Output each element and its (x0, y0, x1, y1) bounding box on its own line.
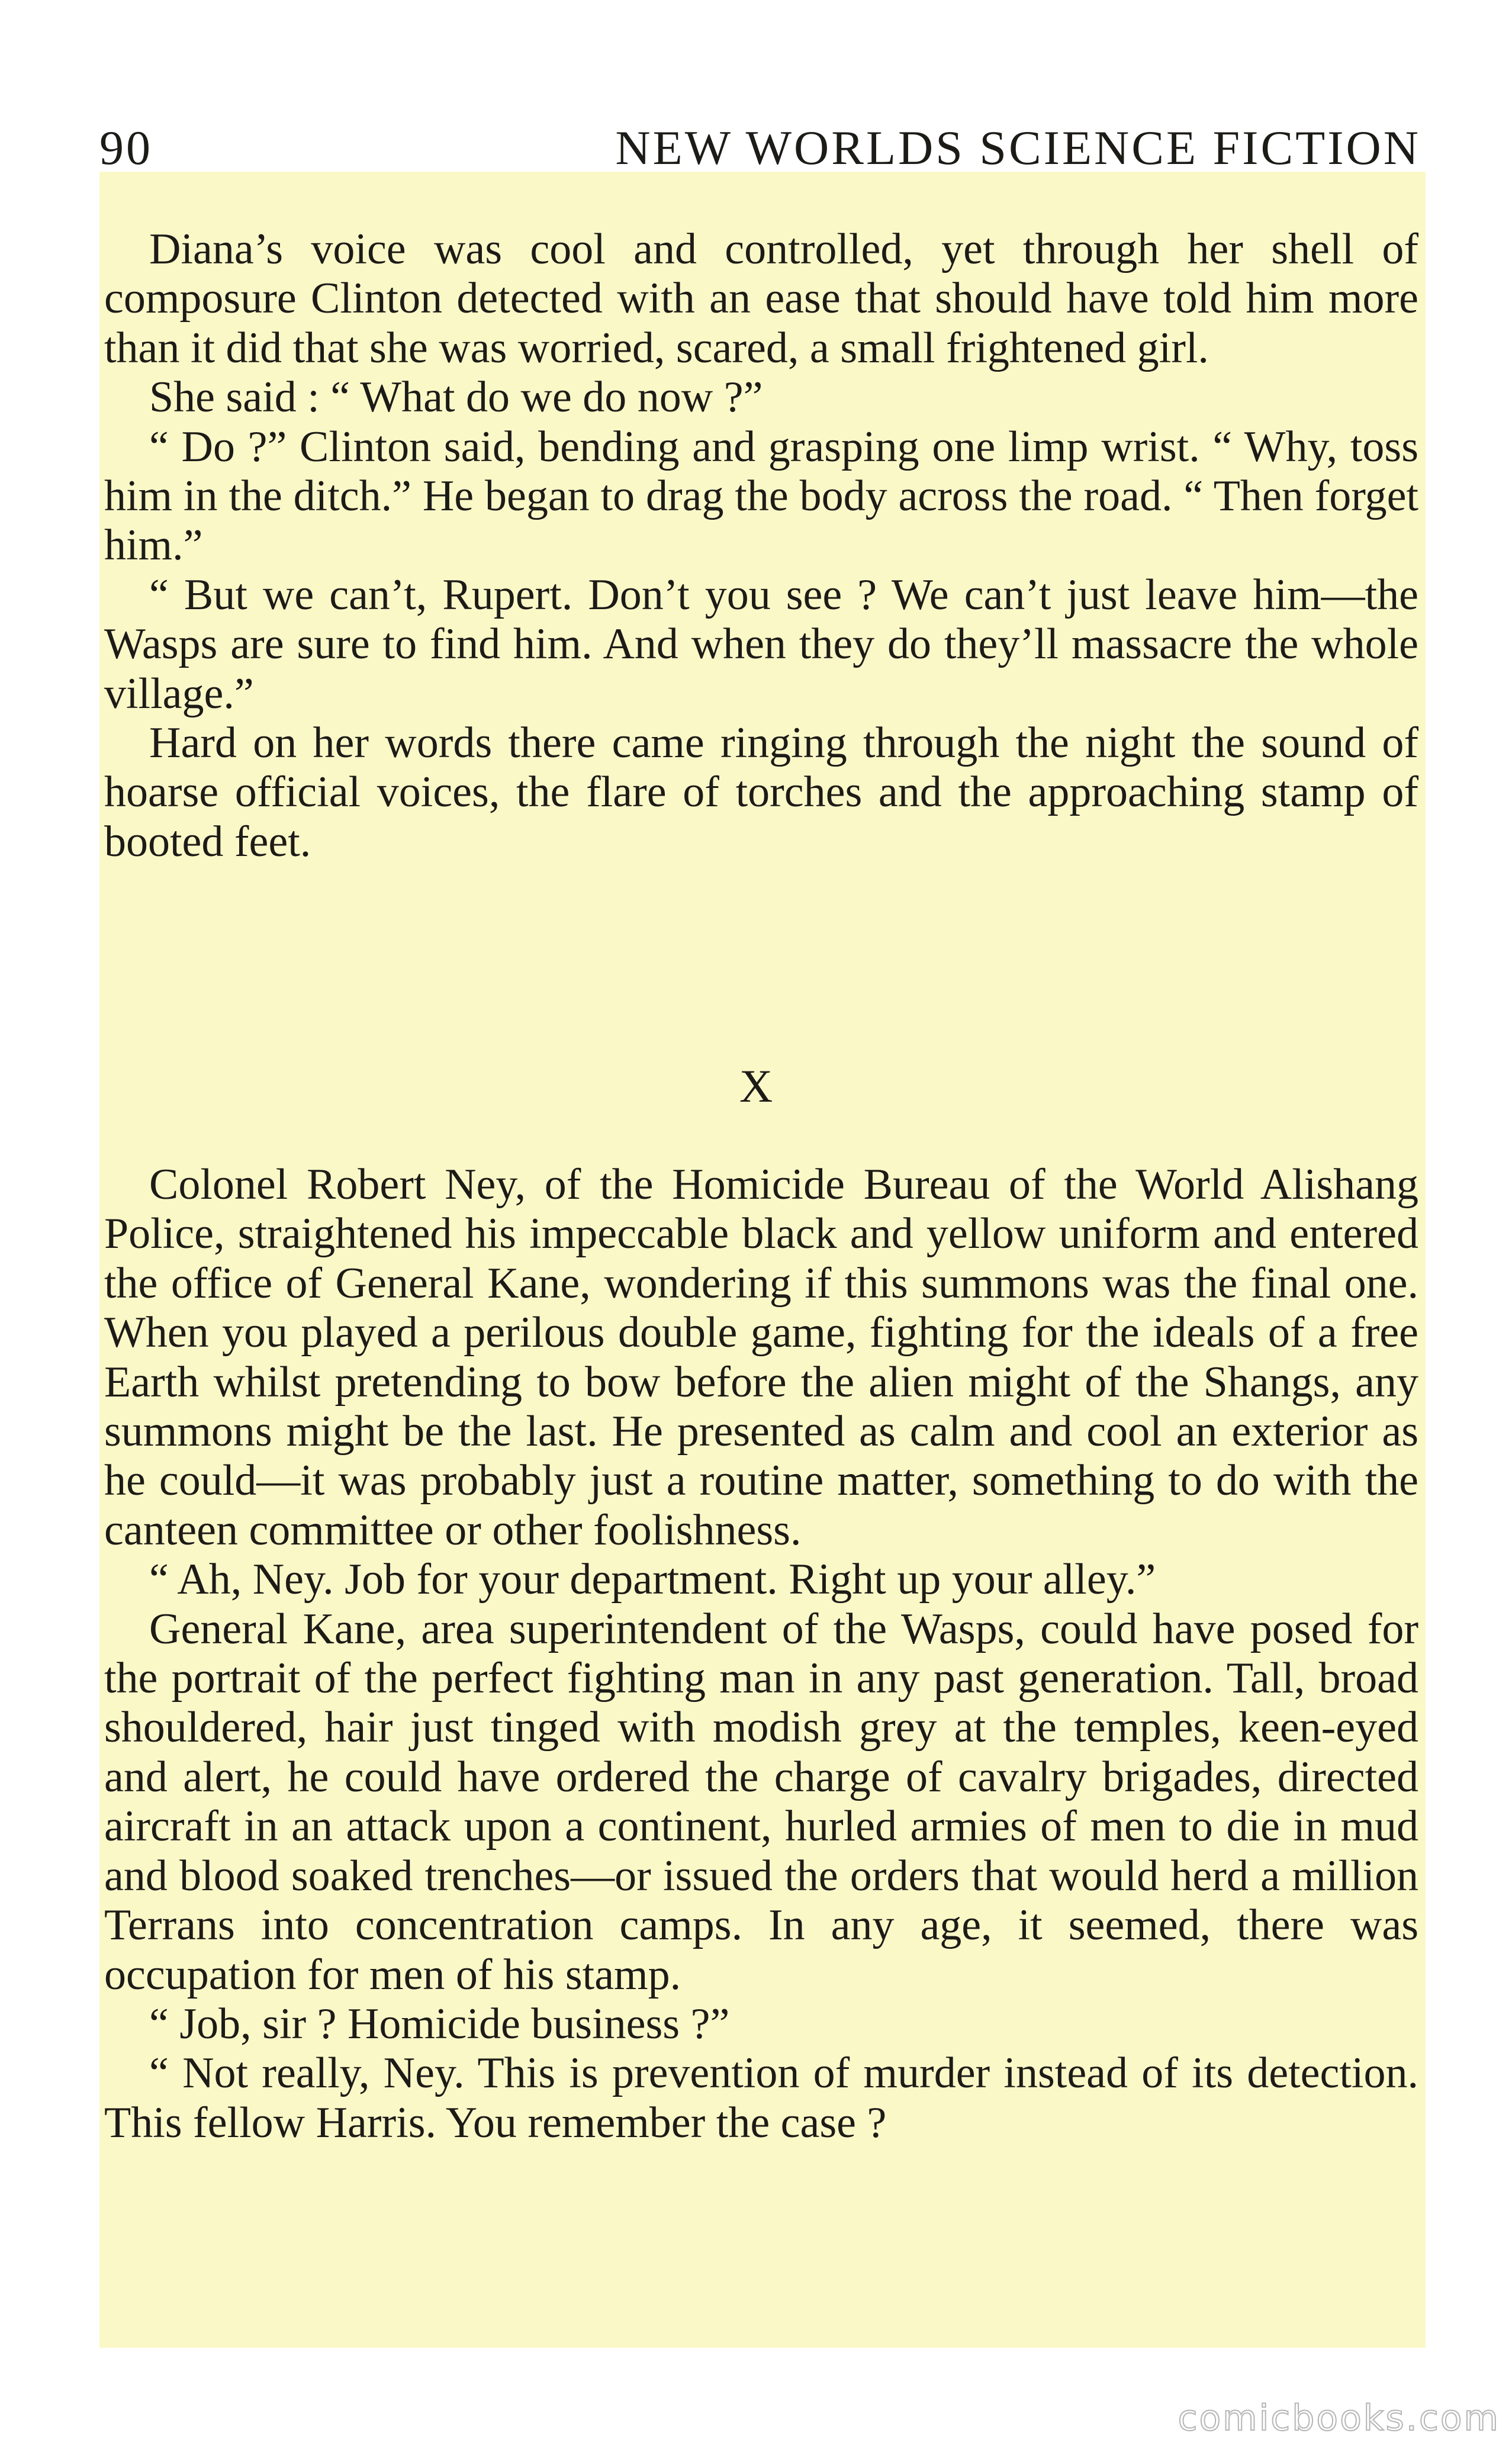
paragraph: “ Do ?” Clinton said, bending and grasping one limp wrist. “ Why, toss him in the ditch.” He began to drag the body across the road. “ Then forget him.” (104, 422, 1418, 570)
paragraph: General Kane, area superintendent of the Wasps, could have posed for the portrait of the perfect fighting man in any past generation. Tall, broad shouldered, hair just tinged with modish grey at the temples, keen-eyed and alert, he could have ordered the charge of cavalry brigades, directed aircraft in an attack upon a continent, hurled armies of men to die in mud and blood soaked trenches—or issued the orders that would herd a million Terrans into concentration camps. In any age, it seemed, there was occupation for men of his stamp. (104, 1604, 1418, 1999)
paragraph: “ But we can’t, Rupert. Don’t you see ? We can’t just leave him—the Wasps are sure to find him. And when they do they’ll massacre the whole village.” (104, 570, 1418, 718)
chapter-heading: X (739, 1060, 773, 1112)
paragraph: Colonel Robert Ney, of the Homicide Bureau of the World Alishang Police, straightened his impeccable black and yellow uniform and entered the office of General Kane, wondering if this summons was the final one. When you played a perilous double game, fighting for the ideals of a free Earth whilst pretending to bow before the alien might of the Shangs, any summons might be the last. He presented as calm and cool an exterior as he could—it was probably just a routine matter, something to do with the canteen committee or other foolishness. (104, 1160, 1418, 1555)
section-one-text (104, 225, 1418, 867)
paragraph: Hard on her words there came ringing through the night the sound of hoarse official voices, the flare of torches and the approaching stamp of booted feet. (104, 719, 1418, 866)
paragraph: “ Job, sir ? Homicide business ?” (149, 1999, 730, 2048)
paragraph: “ Ah, Ney. Job for your department. Right up your alley.” (149, 1555, 1156, 1604)
page-header (99, 118, 1421, 178)
paragraph: “ Not really, Ney. This is prevention of murder instead of its detection. This fellow Harris. You remember the case ? (104, 2049, 1418, 2147)
section-two-text (104, 1160, 1418, 2148)
paragraph: She said : “ What do we do now ?” (149, 373, 763, 422)
paragraph: Diana’s voice was cool and controlled, yet through her shell of composure Clinton detected with an ease that should have told him more than it did that she was worried, scared, a small frightened girl. (104, 225, 1418, 372)
page-number: 90 (99, 121, 153, 175)
watermark: comicbooks.com (1178, 2398, 1500, 2439)
running-title: NEW WORLDS SCIENCE FICTION (615, 121, 1421, 175)
